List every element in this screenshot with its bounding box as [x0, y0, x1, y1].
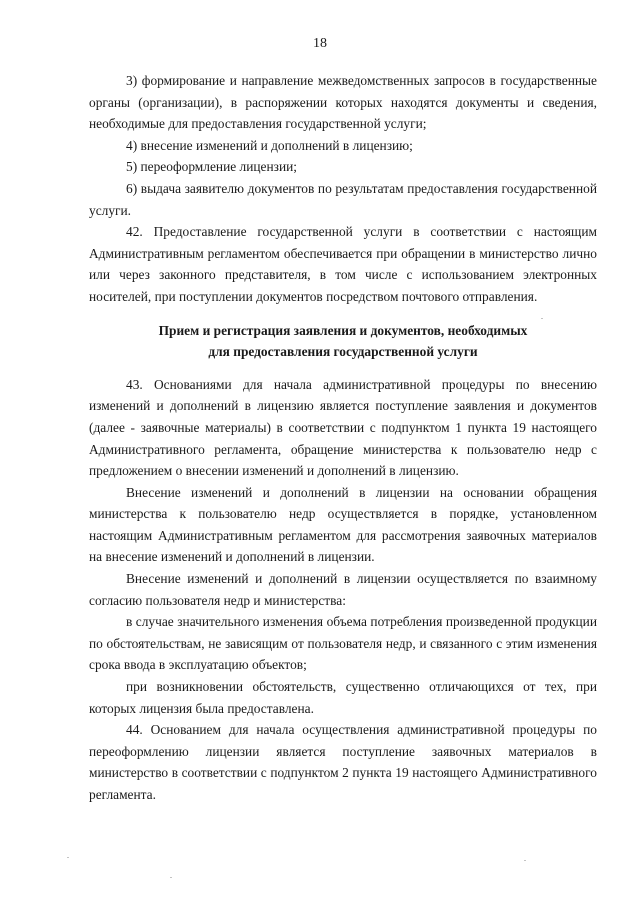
paragraph-42: 42. Предоставление государственной услуги в соответствии с настоящим Административным регламентом обеспечивается при обращении в министерство лично или через законного представителя, в том числе с использованием электронных носителей, при поступлении документов посредством почтового отправления.	[89, 224, 597, 304]
scan-speck	[541, 318, 543, 319]
scan-speck	[170, 877, 172, 878]
paragraph-item-5: 5) переоформление лицензии;	[126, 159, 297, 175]
paragraph-item-3: 3) формирование и направление межведомственных запросов в государственные органы (организации), в распоряжении которых находятся документы и сведения, необходимые для предоставления государственной услуги;	[89, 73, 597, 132]
section-heading-line-1: Прием и регистрация заявления и документов, необходимых	[158, 322, 528, 338]
scan-speck	[67, 857, 69, 858]
paragraph-circumstances: при возникновении обстоятельств, существенно отличающихся от тех, при которых лицензия была предоставлена.	[89, 679, 597, 716]
section-heading-line-2: для предоставления государственной услуги	[208, 344, 478, 360]
paragraph-amendment-procedure: Внесение изменений и дополнений в лицензии на основании обращения министерства к пользователю недр осуществляется в порядке, установленном настоящим Административным регламентом для рассмотрения заявочных материалов на внесение изменений и дополнений в лицензии.	[89, 484, 597, 565]
section-heading	[89, 320, 597, 363]
paragraph-item-4: 4) внесение изменений и дополнений в лицензию;	[126, 137, 413, 153]
paragraph-44: 44. Основанием для начала осуществления административной процедуры по переоформлению лицензии является поступление заявочных материалов в министерство в соответствии с подпунктом 2 пункта 19 настоящего Административного регламента.	[89, 722, 597, 802]
paragraph-item-6: 6) выдача заявителю документов по результатам предоставления государственной услуги.	[89, 180, 597, 218]
scan-speck	[524, 860, 526, 861]
document-body	[89, 70, 597, 806]
paragraph-consumption-change: в случае значительного изменения объема потребления произведенной продукции по обстоятельствам, не зависящим от пользователя недр, и связанного с этим изменения срока ввода в эксплуатацию объектов;	[89, 614, 597, 673]
paragraph-43: 43. Основаниями для начала административной процедуры по внесению изменений и дополнений в лицензию является поступление заявления и документов (далее - заявочные материалы) в соответствии с подпунктом 1 пункта 19 настоящего Административного регламента, обращение министерства к пользователю недр с предложением о внесении изменений и дополнений в лицензию.	[89, 376, 597, 479]
paragraph-mutual-consent: Внесение изменений и дополнений в лицензии осуществляется по взаимному согласию пользователя недр и министерства:	[89, 571, 597, 608]
page-number: 18	[313, 36, 327, 51]
